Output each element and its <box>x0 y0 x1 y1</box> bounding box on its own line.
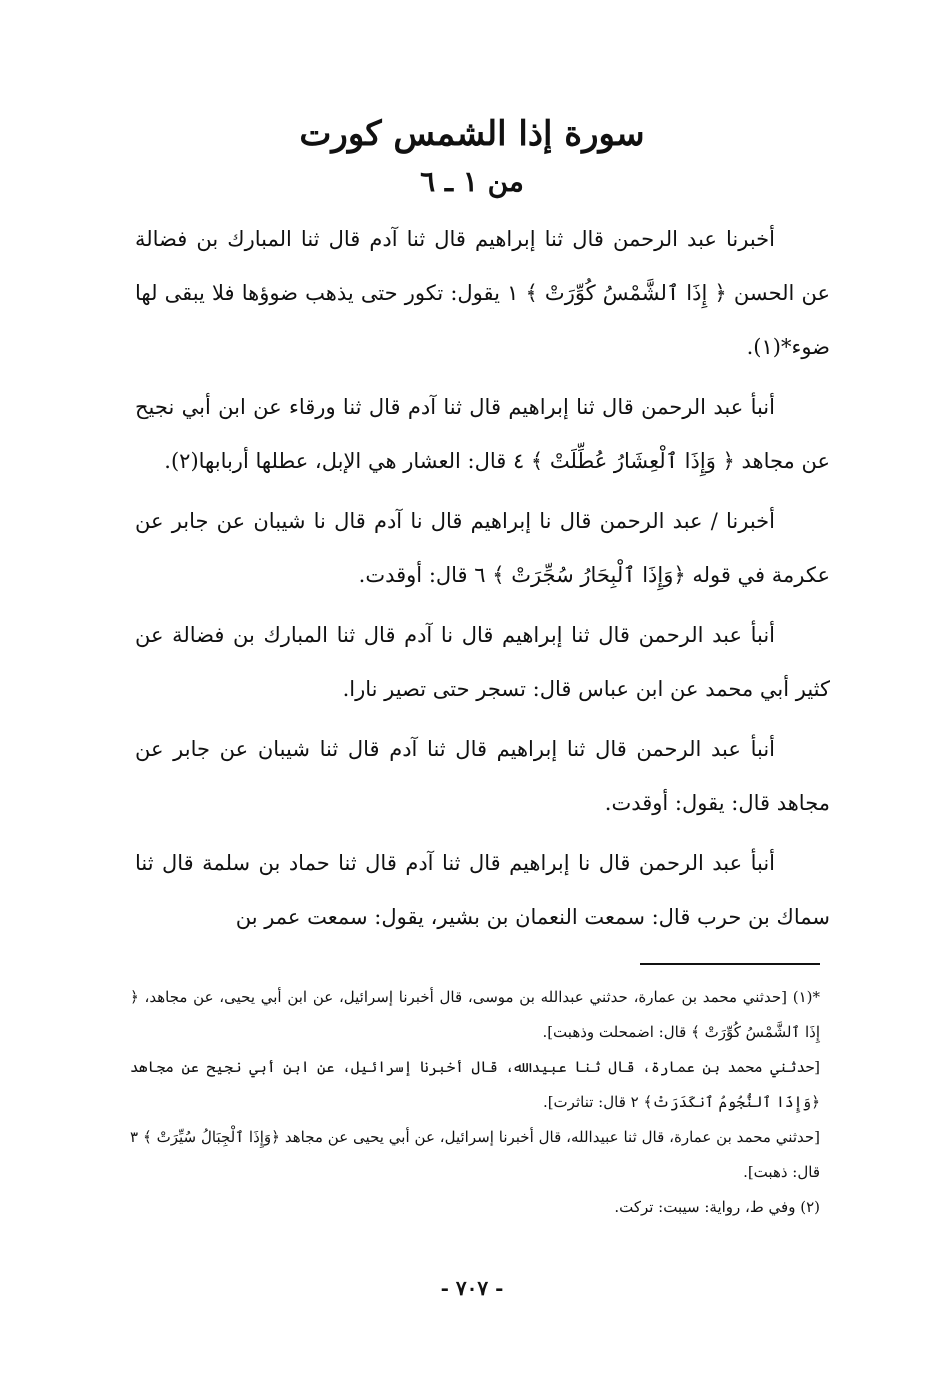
footnote: *(١) [حدثني محمد بن عمارة، حدثني عبدالله بن موسى، قال أخبرنا إسرائيل، عن ابن أبي يحيى، عن مجاهد، ﴿ إِذَا ٱلشَّمْسُ كُوِّرَتْ ﴾ قال: اضمحلت وذهبت]. <box>130 988 820 1041</box>
narration-paragraph: أنبأ عبد الرحمن قال ثنا إبراهيم قال ثنا آدم قال ثنا ورقاء عن ابن أبي نجيح عن مجاهد ﴿ وَإِذَا ٱلْعِشَارُ عُطِّلَتْ ﴾ ٤ قال: العشار هي الإبل، عطلها أربابها(٢). <box>135 395 830 473</box>
footnote: [حدثني محمد بن عمارة، قال ثنا عبيدالله، قال أخبرنا إسرائيل، عن ابن أبي نجيح عن مجاهد ﴿وَإِذَا ٱلنُّجُومُ ٱنكَدَرَتْ﴾ ٢ قال: تناثرت]. <box>130 1058 820 1111</box>
narration-paragraph: أنبأ عبد الرحمن قال ثنا إبراهيم قال ثنا آدم قال ثنا شيبان عن جابر عن مجاهد قال: يقول: أوقدت. <box>135 737 830 815</box>
narration-paragraph: أخبرنا / عبد الرحمن قال نا إبراهيم قال نا آدم قال نا شيبان عن جابر عن عكرمة في قوله ﴿وَإِذَا ٱلْبِحَارُ سُجِّرَتْ ﴾ ٦ قال: أوقدت. <box>135 509 830 587</box>
footnote: [حدثني محمد بن عمارة، قال ثنا عبيدالله، قال أخبرنا إسرائيل، عن أبي يحيى عن مجاهد ﴿وَإِذَا ٱلْجِبَالُ سُيِّرَتْ ﴾ ٣ قال: ذهبت]. <box>130 1128 820 1181</box>
narration-paragraph: أنبأ عبد الرحمن قال نا إبراهيم قال ثنا آدم قال ثنا حماد بن سلمة قال ثنا سماك بن حرب قال: سمعت النعمان بن بشير، يقول: سمعت عمر بن <box>135 851 830 929</box>
footnote-separator <box>640 963 820 965</box>
footnote: (٢) وفي ط، رواية: سيبت: تركت. <box>614 1198 820 1216</box>
main-text <box>135 212 830 950</box>
narration-paragraph: أنبأ عبد الرحمن قال ثنا إبراهيم قال نا آدم قال ثنا المبارك بن فضالة عن كثير أبي محمد عن ابن عباس قال: تسجر حتى تصير نارا. <box>135 623 830 701</box>
narration-paragraph: أخبرنا عبد الرحمن قال ثنا إبراهيم قال ثنا آدم قال ثنا المبارك بن فضالة عن الحسن ﴿ إِذَا ٱلشَّمْسُ كُوِّرَتْ ﴾ ١ يقول: تكور حتى يذهب ضوؤها فلا يبقى لها ضوء*(١). <box>135 227 830 359</box>
footnotes <box>130 980 820 1225</box>
page-number: - ٧٠٧ - <box>440 1276 504 1300</box>
surah-title: سورة إذا الشمس كورت <box>299 114 645 154</box>
verse-range-subtitle: من ١ ـ ٦ <box>420 165 524 198</box>
